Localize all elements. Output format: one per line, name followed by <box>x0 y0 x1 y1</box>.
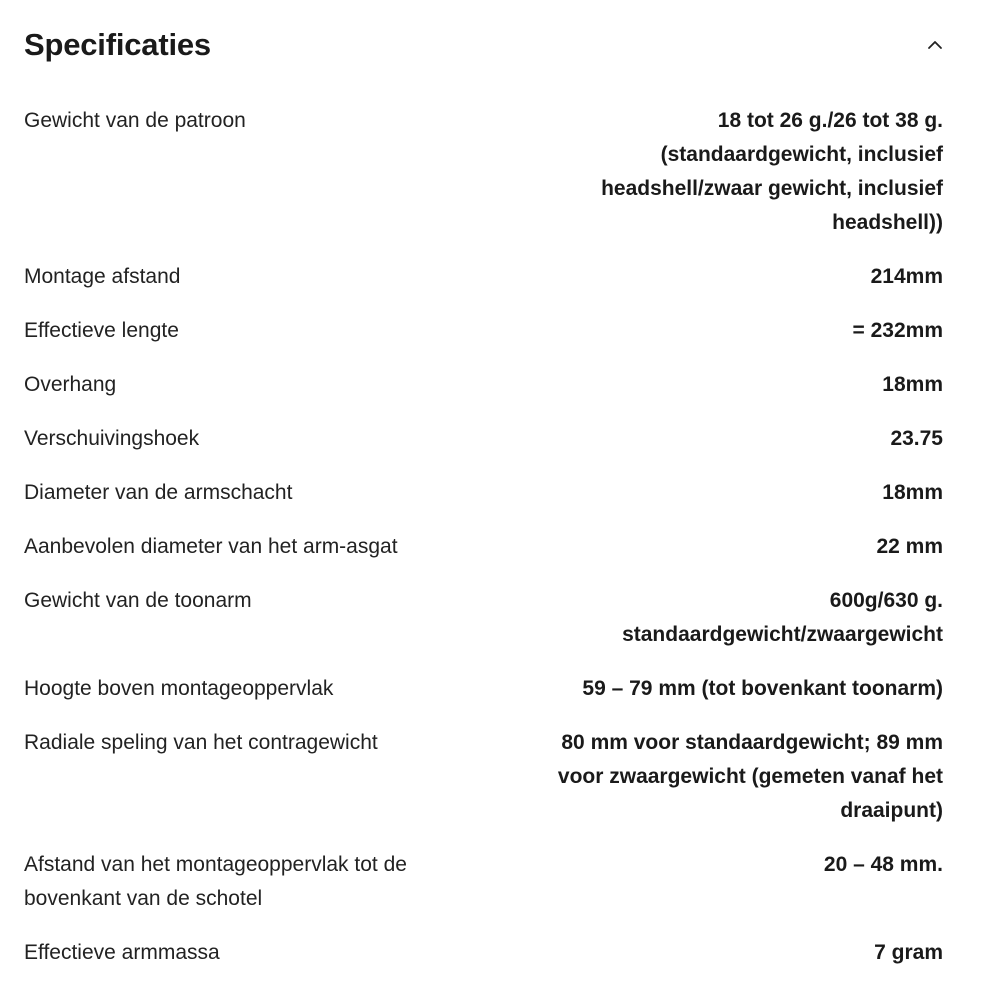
spec-list <box>24 104 943 990</box>
spec-label: Verschuivingshoek <box>24 427 200 450</box>
chevron-up-icon <box>926 36 944 54</box>
spec-value: 22 mm <box>876 535 943 558</box>
spec-value: 80 mm voor standaardgewicht; 89 mm voor zwaargewicht (gemeten vanaf het draaipunt) <box>557 731 943 822</box>
spec-row-mounting-distance <box>24 260 943 294</box>
spec-row-height-above-mounting <box>24 672 943 706</box>
spec-row-arm-shaft-diameter <box>24 476 943 510</box>
spec-value: 18mm <box>882 481 943 504</box>
section-header[interactable] <box>24 22 943 68</box>
spec-row-offset-angle <box>24 422 943 456</box>
spec-label: Gewicht van de patroon <box>24 109 246 132</box>
spec-row-mounting-to-platter-distance <box>24 848 943 916</box>
spec-row-cartridge-weight <box>24 104 943 240</box>
spec-row-effective-arm-mass <box>24 936 943 970</box>
spec-label: Hoogte boven montageoppervlak <box>24 677 334 700</box>
spec-value: 23.75 <box>890 427 943 450</box>
spec-row-counterweight-clearance <box>24 726 943 828</box>
spec-value: 20 – 48 mm. <box>823 853 943 876</box>
spec-label: Radiale speling van het contragewicht <box>24 731 378 754</box>
spec-label: Overhang <box>24 373 117 396</box>
spec-value: 600g/630 g. standaardgewicht/zwaargewicht <box>622 589 943 646</box>
spec-label: Montage afstand <box>24 265 181 288</box>
spec-label: Gewicht van de toonarm <box>24 589 252 612</box>
spec-value: 214mm <box>870 265 943 288</box>
section-title: Specificaties <box>24 27 211 62</box>
spec-value: 18mm <box>882 373 943 396</box>
spec-row-tonearm-weight <box>24 584 943 652</box>
spec-value: 59 – 79 mm (tot bovenkant toonarm) <box>582 677 943 700</box>
spec-row-recommended-hole-diameter <box>24 530 943 564</box>
spec-value: 7 gram <box>874 941 943 964</box>
spec-row-overhang <box>24 368 943 402</box>
spec-row-effective-length <box>24 314 943 348</box>
spec-label: Effectieve lengte <box>24 319 179 342</box>
spec-label: Aanbevolen diameter van het arm-asgat <box>24 535 398 558</box>
collapse-button[interactable] <box>921 31 949 59</box>
spec-label: Diameter van de armschacht <box>24 481 293 504</box>
spec-label: Afstand van het montageoppervlak tot de bovenkant van de schotel <box>24 853 407 910</box>
spec-value: 18 tot 26 g./26 tot 38 g. (standaardgewicht, inclusief headshell/zwaar gewicht, inclusief headshell)) <box>601 109 943 234</box>
spec-label: Effectieve armmassa <box>24 941 220 964</box>
spec-value: = 232mm <box>852 319 943 342</box>
